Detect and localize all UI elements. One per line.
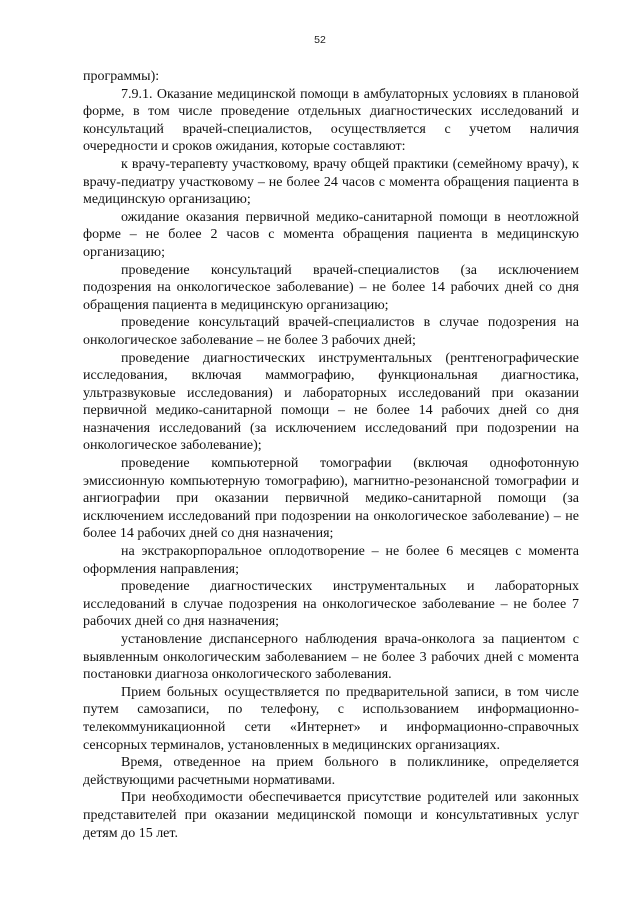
page-number: 52: [314, 34, 326, 46]
paragraph-therapist-wait: к врачу-терапевту участковому, врачу общей практики (семейному врачу), к врачу-педиатру участковому – не более 24 часов с момента обращения пациента в медицинскую организацию;: [83, 156, 579, 208]
document-body: [83, 68, 579, 842]
paragraph-specialist-consult: проведение консультаций врачей-специалистов (за исключением подозрения на онкологическое заболевание) – не более 14 рабочих дней со дня обращения пациента в медицинскую организацию;: [83, 262, 579, 313]
paragraph-parents-presence: При необходимости обеспечивается присутствие родителей или законных представителей при оказании медицинской помощи и консультативных услуг детям до 15 лет.: [83, 790, 579, 841]
paragraph-oncology-diagnostics: проведение диагностических инструментальных и лабораторных исследований в случае подозрения на онкологическое заболевание – не более 7 рабочих дней со дня назначения;: [83, 579, 579, 630]
paragraph-ivf: на экстракорпоральное оплодотворение – не более 6 месяцев с момента оформления направления;: [83, 544, 579, 577]
paragraph-oncology-consult: проведение консультаций врачей-специалистов в случае подозрения на онкологическое заболевание – не более 3 рабочих дней;: [83, 315, 579, 348]
paragraph-ct-mri: проведение компьютерной томографии (включая однофотонную эмиссионную компьютерную томографию), магнитно-резонансной томографии и ангиографии при оказании первичной медико-санитарной помощи (за исключением исследований при подозрении на онкологическое заболевание) – не более 14 рабочих дней со дня назначения;: [83, 456, 579, 542]
paragraph-diagnostic-tests: проведение диагностических инструментальных (рентгенографические исследования, включая маммографию, функциональная диагностика, ультразвуковые исследования) и лабораторных исследований при оказании первичной медико-санитарной помощи – не более 14 рабочих дней со дня назначения исследований (за исключением исследований при подозрении на онкологическое заболевание);: [83, 350, 579, 454]
paragraph-appointments: Прием больных осуществляется по предварительной записи, в том числе путем самозаписи, по телефону, с использованием информационно-телекоммуникационной сети «Интернет» и информационно-справочных сенсорных терминалов, установленных в медицинских организациях.: [83, 684, 579, 753]
paragraph-continuation: программы):: [83, 69, 160, 84]
paragraph-appointment-time: Время, отведенное на прием больного в поликлинике, определяется действующими расчетными нормативами.: [83, 755, 579, 788]
paragraph-section-7-9-1: 7.9.1. Оказание медицинской помощи в амбулаторных условиях в плановой форме, в том числе проведение отдельных диагностических исследований и консультаций врачей-специалистов, осуществляется с учетом наличия очередности и сроков ожидания, которые составляют:: [83, 86, 579, 155]
paragraph-oncologist-observation: установление диспансерного наблюдения врача-онколога за пациентом с выявленным онкологическим заболеванием – не более 3 рабочих дней с момента постановки диагноза онкологического заболевания.: [83, 632, 579, 683]
paragraph-urgent-care-wait: ожидание оказания первичной медико-санитарной помощи в неотложной форме – не более 2 часов с момента обращения пациента в медицинскую организацию;: [83, 209, 579, 260]
